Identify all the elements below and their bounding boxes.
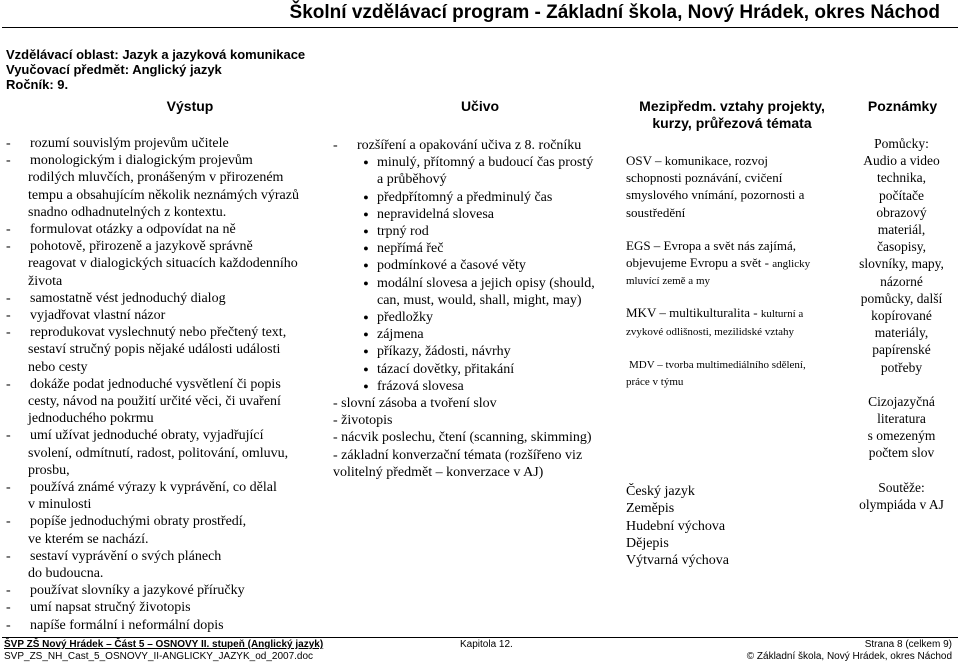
vystup-column	[6, 135, 330, 634]
list-item: ● modální slovesa a jejich opisy (should,	[363, 275, 595, 291]
subject-item: Zeměpis	[626, 501, 675, 517]
list-item: a průběhový	[377, 172, 447, 188]
list-item: - monologickým i dialogickým projevům	[6, 153, 253, 169]
column-header-poznamky: Poznámky	[867, 98, 938, 114]
list-item: ● tázací dovětky, přitakání	[363, 361, 515, 377]
footer-filename: SVP_ZS_NH_Cast_5_OSNOVY_II-ANGLICKY_JAZYK_od_2007.doc	[4, 651, 314, 662]
list-item: svolení, odmítnutí, radost, politování, omluvu,	[28, 445, 289, 461]
mkv-block	[626, 304, 844, 340]
ucivo-intro: - rozšíření a opakování učiva z 8. ročníku	[333, 138, 582, 153]
list-item: ● příkazy, žádosti, návrhy	[363, 344, 511, 360]
list-item: - formulovat otázky a odpovídat na ně	[6, 222, 236, 238]
list-item: ● nepravidelná slovesa	[363, 206, 495, 222]
list-item: - popíše jednoduchými obraty prostředí,	[6, 514, 247, 530]
list-item: - umí napsat stručný životopis	[6, 600, 191, 616]
list-item: - reprodukovat vyslechnutý nebo přečtený text,	[6, 325, 287, 341]
list-item: ● nepřímá řeč	[363, 241, 444, 257]
footer-rule	[2, 637, 958, 638]
list-item: - slovní zásoba a tvoření slov	[333, 396, 497, 412]
osv-line: smyslového vnímání, pozornosti a	[626, 187, 805, 203]
footer-copyright: © Základní škola, Nový Hrádek, okres Náchod	[746, 651, 952, 662]
mkv-line: MKV – multikulturalita - kulturní a	[626, 305, 804, 321]
footer-left	[4, 639, 323, 663]
list-item: reagovat v dialogických situacích každodenního	[28, 256, 298, 272]
column-header-vystup: Výstup	[166, 98, 214, 114]
subjects-block	[626, 483, 844, 569]
ucivo-column	[333, 137, 625, 481]
column-header-mezipredm	[628, 98, 836, 132]
list-item: - životopis	[333, 413, 393, 429]
list-item: ● trpný rod	[363, 224, 429, 240]
egs-line: objevujeme Evropu a svět - anglicky	[626, 255, 811, 271]
meta-area: Vzdělávací oblast: Jazyk a jazyková komunikace	[6, 47, 306, 62]
souteze-block: Soutěže: olympiáda v AJ	[859, 479, 944, 512]
footer-chapter: Kapitola 12.	[460, 639, 513, 650]
list-item: - samostatně vést jednoduchý dialog	[6, 290, 226, 306]
osv-line: schopnosti poznávání, cvičení	[626, 170, 783, 186]
list-item: tempu a obsahujícím několik neznámých výrazů	[28, 187, 299, 203]
list-item: sestaví stručný popis nějaké události události	[28, 342, 281, 358]
footer-right	[747, 639, 952, 663]
list-item: - rozumí souvislým projevům učitele	[6, 136, 229, 151]
osv-line: soustředění	[626, 204, 686, 220]
meta-subject: Vyučovací předmět: Anglický jazyk	[6, 62, 222, 77]
list-item: - sestaví vyprávění o svých plánech	[6, 548, 222, 564]
list-item: jednoduchého pokrmu	[28, 411, 154, 427]
list-item: - pohotově, přirozeně a jazykově správně	[6, 239, 253, 255]
list-item: - napíše formální i neformální dopis	[6, 617, 224, 633]
list-item: ● předložky	[363, 310, 433, 326]
mezipredm-header-line1: Mezipředm. vztahy projekty,	[639, 98, 825, 114]
list-item: ● předpřítomný a předminulý čas	[363, 189, 553, 205]
mkv-line: zvykové odlišnosti, mezilidské vztahy	[626, 325, 795, 338]
list-item: can, must, would, shall, might, may)	[377, 292, 582, 308]
list-item: života	[28, 273, 63, 289]
meta-grade: Ročník: 9.	[6, 77, 69, 92]
mdv-line: práce v týmu	[626, 376, 684, 389]
mezipredm-column	[626, 152, 844, 569]
list-item: ● minulý, přítomný a budoucí čas prostý	[363, 155, 594, 171]
footer-page-number: Strana 8 (celkem 9)	[864, 639, 952, 650]
list-item: - základní konverzační témata (rozšířeno viz	[333, 447, 583, 463]
mdv-line: MDV – tvorba multimediálního sdělení,	[629, 358, 806, 371]
mdv-block	[626, 357, 844, 391]
list-item: prosbu,	[28, 462, 70, 478]
list-item: ve kterém se nachází.	[28, 531, 149, 547]
list-item: snadno odhadnutelných z kontextu.	[28, 204, 227, 220]
subject-item: Dějepis	[626, 535, 669, 551]
egs-line: EGS – Evropa a svět nás zajímá,	[626, 237, 797, 253]
subject-item: Výtvarná výchova	[626, 553, 730, 569]
footer-document-title: ŠVP ZŠ Nový Hrádek – Část 5 – OSNOVY II. stupeň (Anglický jazyk)	[4, 639, 324, 650]
subject-item: Hudební výchova	[626, 518, 726, 534]
pomucky-block: Pomůcky: Audio a video technika, počítače obrazový materiál, časopisy, slovníky, mapy, názorné pomůcky, další kopírované materiály, papírenské potřeby	[859, 136, 944, 375]
list-item: ● podmínkové a časové věty	[363, 258, 526, 274]
header-rule	[2, 27, 958, 28]
cizojazycna-block: Cizojazyčná literatura s omezeným počtem slov	[867, 393, 936, 461]
page-header-title: Školní vzdělávací program - Základní škola, Nový Hrádek, okres Náchod	[289, 2, 940, 23]
list-item: - používá známé výrazy k vyprávění, co dělal	[6, 480, 277, 496]
mezipredm-header-line2: kurzy, průřezová témata	[652, 115, 812, 131]
subject-item: Český jazyk	[626, 484, 695, 500]
list-item: nebo cesty	[28, 359, 88, 375]
list-item: rodilých mluvčích, pronášeným v přirozeném	[28, 170, 284, 186]
list-item: - nácvik poslechu, čtení (scanning, skimming)	[333, 430, 592, 446]
list-item: cesty, návod na použití určité věci, či uvaření	[28, 394, 281, 410]
list-item: volitelný předmět – konverzace v AJ)	[333, 464, 544, 480]
osv-block	[626, 152, 844, 221]
list-item: - používat slovníky a jazykové příručky	[6, 583, 245, 599]
list-item: - vyjadřovat vlastní názor	[6, 308, 166, 324]
meta-block	[6, 47, 305, 92]
egs-line: mluvící země a my	[626, 275, 710, 288]
list-item: - umí užívat jednoduché obraty, vyjadřující	[6, 428, 264, 444]
list-item: v minulosti	[28, 497, 92, 513]
list-item: - dokáže podat jednoduché vysvětlení či popis	[6, 376, 281, 392]
poznamky-column	[845, 135, 958, 513]
egs-block	[626, 237, 844, 291]
list-item: ● zájmena	[363, 327, 424, 343]
list-item: do budoucna.	[28, 566, 104, 582]
list-item: ● frázová slovesa	[363, 378, 464, 394]
osv-line: OSV – komunikace, rozvoj	[626, 153, 769, 168]
column-header-ucivo: Učivo	[460, 98, 500, 114]
